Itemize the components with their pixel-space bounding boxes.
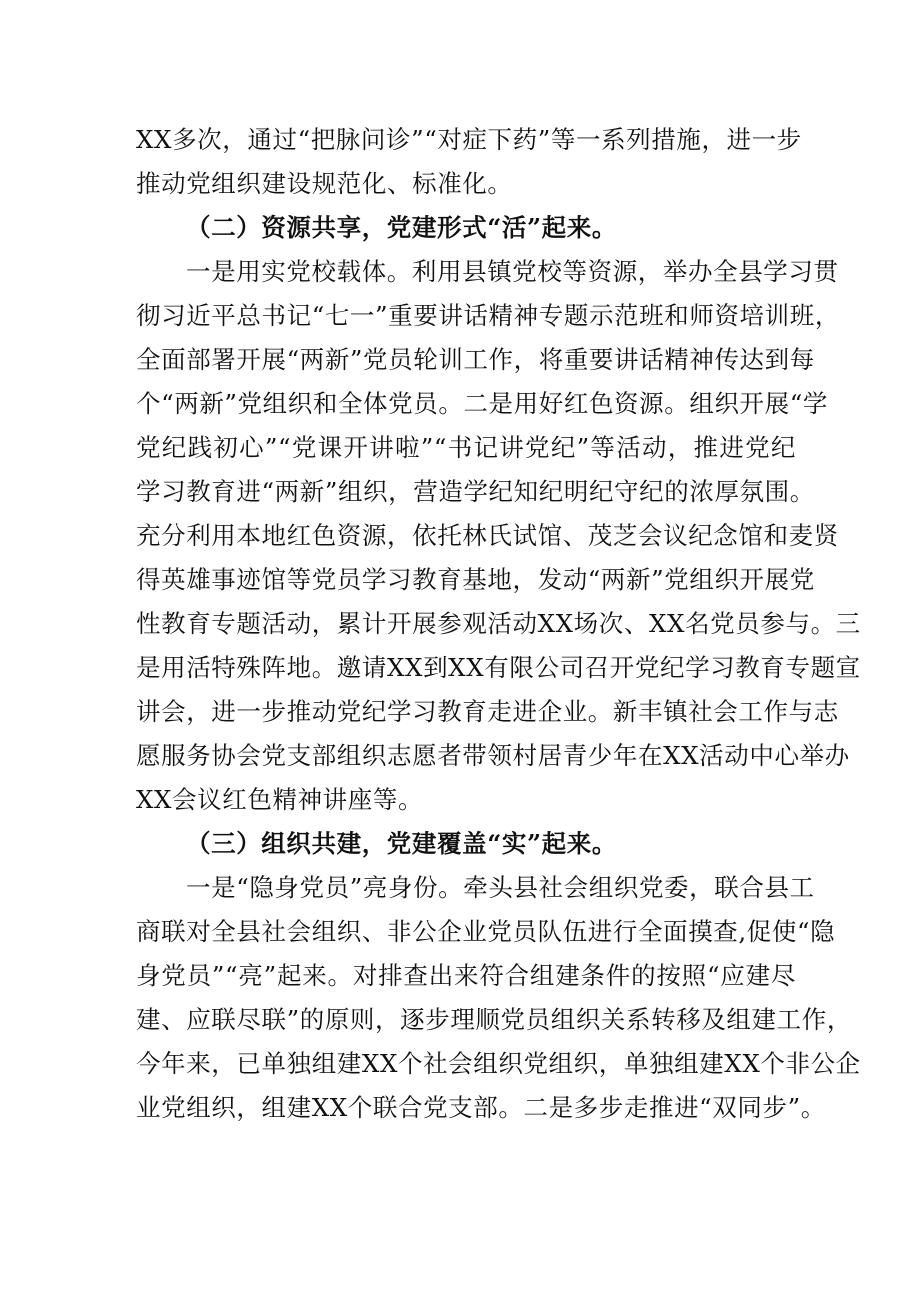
body-text-line: 讲会，进一步推动党纪学习教育走进企业。新丰镇社会工作与志 [136, 697, 839, 726]
body-text-line: 性教育专题活动，累计开展参观活动XX场次、XX名党员参与。三 [136, 609, 861, 638]
body-text-line: 今年来，已单独组建XX个社会组织党组织，单独组建XX个非公企 [136, 1049, 861, 1078]
body-text-line: XX会议红色精神讲座等。 [136, 785, 424, 814]
body-text-line: 一是用实党校载体。利用县镇党校等资源，举办全县学习贯 [186, 257, 839, 286]
body-text-line: 党纪践初心”“党课开讲啦”“书记讲党纪”等活动，推进党纪 [136, 433, 796, 462]
body-text-line: 充分利用本地红色资源，依托林氏试馆、茂芝会议纪念馆和麦贤 [136, 521, 839, 550]
body-text-line: 一是“隐身党员”亮身份。牵头县社会组织党委，联合县工 [186, 873, 815, 902]
body-text-line: 推动党组织建设规范化、标准化。 [136, 169, 513, 198]
body-text-line: 全面部署开展“两新”党员轮训工作，将重要讲话精神传达到每 [136, 345, 815, 374]
body-text-line: XX多次，通过“把脉问诊”“对症下药”等一系列措施，进一步 [136, 125, 802, 154]
body-text-line: 商联对全县社会组织、非公企业党员队伍进行全面摸查,促使“隐 [136, 917, 836, 946]
section-heading-2: （二）资源共享，党建形式“活”起来。 [186, 213, 617, 242]
body-text-line: 愿服务协会党支部组织志愿者带领村居青少年在XX活动中心举办 [136, 741, 850, 770]
body-text-line: 业党组织，组建XX个联合党支部。二是多步走推进“双同步”。 [136, 1093, 826, 1122]
body-text-line: 彻习近平总书记“七一”重要讲话精神专题示范班和师资培训班， [136, 301, 840, 330]
body-text-line: 建、应联尽联”的原则，逐步理顺党员组织关系转移及组建工作， [136, 1005, 852, 1034]
section-heading-3: （三）组织共建，党建覆盖“实”起来。 [186, 829, 617, 858]
body-text-line: 得英雄事迹馆等党员学习教育基地，发动“两新”党组织开展党 [136, 565, 815, 594]
body-text-line: 学习教育进“两新”组织，营造学纪知纪明纪守纪的浓厚氛围。 [136, 477, 815, 506]
body-text-line: 是用活特殊阵地。邀请XX到XX有限公司召开党纪学习教育专题宣 [136, 653, 861, 682]
body-text-line: 个“两新”党组织和全体党员。二是用好红色资源。组织开展“学 [136, 389, 828, 418]
body-text-line: 身党员”“亮”起来。对排查出来符合组建条件的按照“应建尽 [136, 961, 796, 990]
